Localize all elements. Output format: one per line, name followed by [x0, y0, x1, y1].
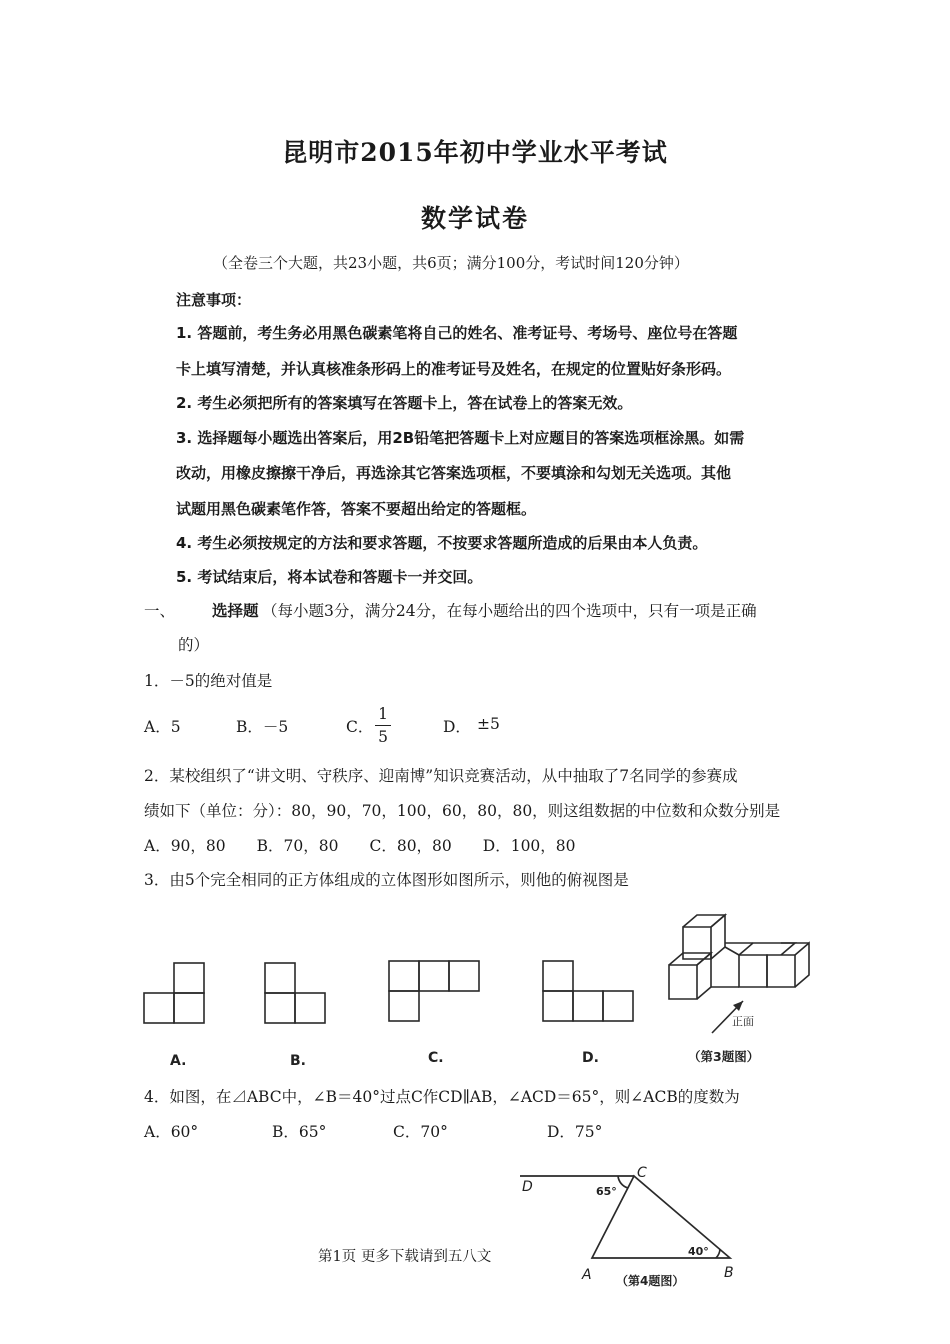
- exam-title: 昆明市2015年初中学业水平考试: [282, 138, 668, 167]
- fraction-numerator: 1: [378, 705, 388, 723]
- point-b-label: B: [724, 1265, 734, 1281]
- exam-subtitle: 数学试卷: [420, 204, 529, 233]
- q3-figure-caption: （第3题图）: [688, 1049, 760, 1064]
- q1-option-c-fraction: [375, 704, 391, 747]
- q1-option-a: A．5: [144, 718, 181, 736]
- q3-option-d-figure: [543, 961, 633, 1021]
- q3-option-c-figure: [389, 961, 479, 1021]
- q3-label-c: C.: [428, 1050, 444, 1066]
- q3-stem: 3．由5个完全相同的正方体组成的立体图形如图所示，则他的俯视图是: [144, 871, 629, 889]
- angle-b-label: 40°: [688, 1245, 709, 1258]
- q3-option-a-figure: [144, 963, 204, 1023]
- q4-option-c: C．70°: [393, 1123, 448, 1141]
- page-footer: 第1页 更多下载请到五八文: [318, 1249, 492, 1265]
- fraction-denominator: 5: [378, 728, 388, 746]
- q1-option-d-value: ±5: [477, 715, 500, 733]
- point-c-label: C: [637, 1165, 647, 1181]
- fraction-bar: [375, 725, 391, 726]
- q3-option-b-figure: [265, 963, 325, 1023]
- exam-intro: （全卷三个大题，共23小题，共6页；满分100分，考试时间120分钟）: [213, 254, 689, 272]
- q1-option-d: D．: [443, 718, 471, 736]
- q4-option-d: D．75°: [547, 1123, 603, 1141]
- point-d-label: D: [522, 1179, 533, 1195]
- point-a-label: A: [582, 1267, 592, 1283]
- q4-stem: 4．如图，在⊿ABC中，∠B＝40°过点C作CD∥AB，∠ACD＝65°，则∠ACB的度数为: [144, 1088, 740, 1106]
- note-line: 3. 选择题每小题选出答案后，用2B铅笔把答题卡上对应题目的答案选项框涂黑。如需: [176, 429, 745, 447]
- q4-figure-caption: （第4题图）: [616, 1274, 685, 1288]
- note-line: 1. 答题前，考生务必用黑色碳素笔将自己的姓名、准考证号、考场号、座位号在答题: [176, 324, 738, 342]
- q1-option-c: C．: [346, 718, 374, 736]
- note-line: 5. 考试结束后，将本试卷和答题卡一并交回。: [176, 568, 483, 586]
- note-line: 试题用黑色碳素笔作答，答案不要超出给定的答题框。: [176, 500, 537, 518]
- q4-triangle-figure: [510, 1160, 770, 1295]
- q4-option-a: A．60°: [144, 1123, 199, 1141]
- angle-acd-arc: [618, 1176, 628, 1188]
- note-line: 卡上填写清楚，并认真核准条形码上的准考证号及姓名，在规定的位置贴好条形码。: [176, 360, 732, 378]
- angle-acd-label: 65°: [596, 1185, 617, 1198]
- q2-stem-cont: 绩如下（单位：分）：80，90，70，100，60，80，80，则这组数据的中位数和众数分别是: [144, 802, 781, 820]
- note-line: 4. 考生必须按规定的方法和要求答题，不按要求答题所造成的后果由本人负责。: [176, 534, 708, 552]
- section-desc-cont: 的）: [178, 636, 210, 654]
- q2-stem: 2．某校组织了“讲文明、守秩序、迎南博”知识竞赛活动，从中抽取了7名同学的参赛成: [144, 767, 738, 785]
- notes-heading: 注意事项：: [176, 291, 252, 309]
- q3-front-label: 正面: [732, 1015, 754, 1028]
- q1-stem: 1．－5的绝对值是: [144, 672, 273, 690]
- q3-label-b: B.: [290, 1053, 306, 1069]
- q2-options: A．90，80 B．70，80 C．80，80 D．100，80: [144, 837, 576, 855]
- section-name: 选择题: [212, 601, 259, 620]
- section-desc: （每小题3分，满分24分，在每小题给出的四个选项中，只有一项是正确: [262, 602, 757, 620]
- angle-b-arc: [716, 1249, 720, 1258]
- q4-option-b: B．65°: [272, 1123, 327, 1141]
- q3-label-d: D.: [582, 1050, 599, 1066]
- section-number: 一、: [144, 602, 176, 620]
- q1-option-b: B．－5: [236, 718, 289, 736]
- q3-label-a: A.: [170, 1053, 187, 1069]
- q3-solid-figure: [669, 915, 809, 999]
- q3-figures: [130, 905, 810, 1080]
- note-line: 2. 考生必须把所有的答案填写在答题卡上，答在试卷上的答案无效。: [176, 394, 633, 412]
- note-line: 改动，用橡皮擦擦干净后，再选涂其它答案选项框，不要填涂和勾划无关选项。其他: [176, 464, 732, 482]
